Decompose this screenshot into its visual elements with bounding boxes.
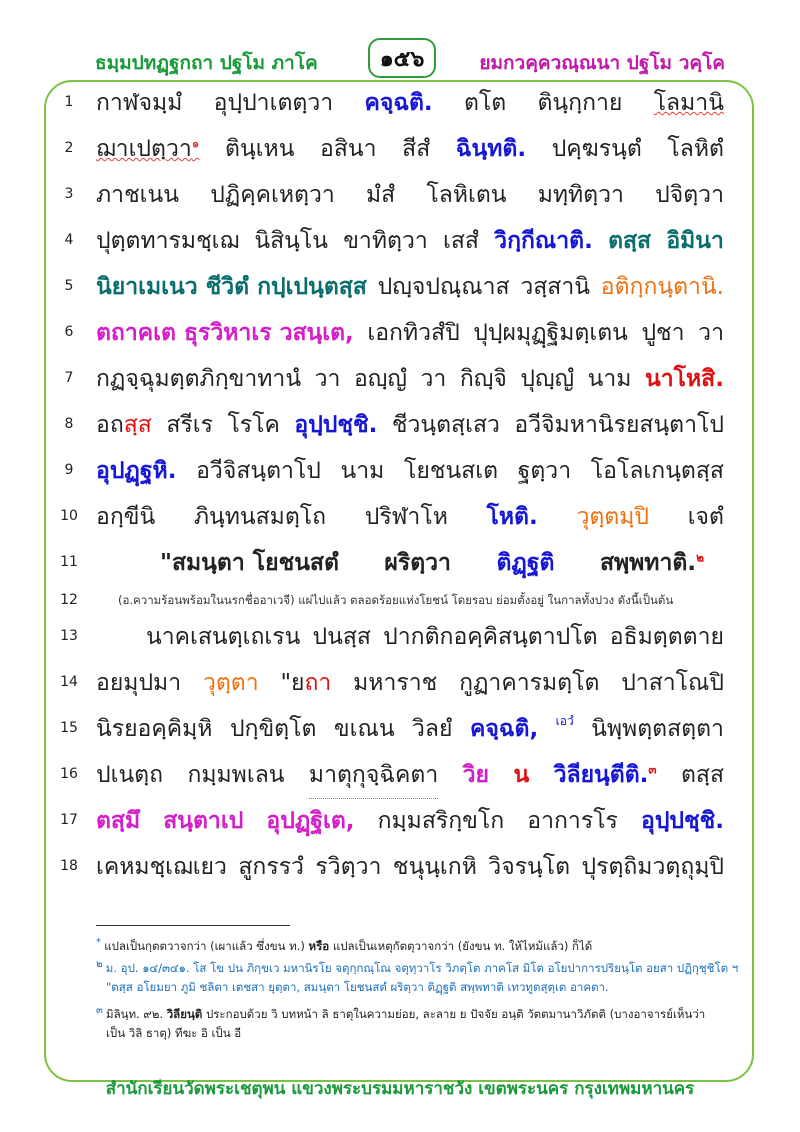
footer-institution: สำนักเรียนวัดพระเชตุพน แขวงพระบรมมหาราชวัง เขตพระนคร กรุงเทพมหานคร xyxy=(105,1079,695,1099)
word: ปุญฺญํ xyxy=(520,366,575,392)
word: ผริตฺวา xyxy=(384,550,451,576)
word: นาม xyxy=(340,458,385,484)
word: ฐตฺวา xyxy=(517,458,572,484)
line-number: 9 xyxy=(64,462,74,478)
word: วิย xyxy=(462,762,490,788)
text-line xyxy=(0,448,800,494)
word: ปนสฺส xyxy=(312,624,371,650)
word: กฏจฺฉุมตฺตภิกฺขาทานํ xyxy=(96,366,302,392)
line-text xyxy=(160,540,704,586)
word-part-highlight: สฺส xyxy=(123,412,152,438)
line-text xyxy=(96,798,724,844)
text-line xyxy=(0,80,800,126)
line-text xyxy=(96,264,724,310)
line-text xyxy=(96,310,724,356)
word: ตโต xyxy=(463,90,507,116)
line-text xyxy=(96,218,724,264)
word: ปุรตฺถิมวตฺถุมฺปิ xyxy=(581,854,724,880)
text-line xyxy=(0,798,800,844)
text-line xyxy=(0,844,800,890)
word: สนฺตาเป xyxy=(163,808,244,834)
word: คจฺฉติ. xyxy=(364,90,433,116)
line-number: 3 xyxy=(64,186,74,202)
word: สพฺพทาติ.$^๒$ xyxy=(599,550,704,576)
line-number: 16 xyxy=(60,766,78,782)
word: ขเณน xyxy=(333,716,395,742)
word: รวิตฺวา xyxy=(315,854,382,880)
word: สีสํ xyxy=(402,136,431,162)
word: มํสํ xyxy=(365,182,396,208)
footnote-marker: ๓ xyxy=(648,762,657,777)
footnote-bold: วิลียนฺติ xyxy=(166,1006,203,1021)
line-text xyxy=(96,126,724,172)
text-line xyxy=(0,752,800,798)
word-part-highlight: ถา xyxy=(304,670,332,696)
word: โลหิตํ xyxy=(667,136,724,162)
word: วา xyxy=(314,366,341,392)
footnote xyxy=(106,976,609,998)
footnote-text: แปลเป็นเหตุกัตตุวาจกว่า (ยังขน ท. ให้ไหม้แล้ว) ก็ได้ xyxy=(329,938,593,953)
word: อวีจิสนฺตาโป xyxy=(196,458,321,484)
word: อยมุปมา xyxy=(96,670,182,696)
line-text xyxy=(96,494,724,540)
line-number: 7 xyxy=(64,370,74,386)
line-number: 5 xyxy=(64,278,74,294)
word: กมฺมพเลน xyxy=(187,762,285,788)
word: อญฺญํ xyxy=(353,366,407,392)
footnote-text: มิลินฺท. ๙๒. xyxy=(106,1006,167,1021)
footnote-mark: ๒ xyxy=(96,959,106,970)
word: อุปฏฺฐิเต, xyxy=(266,808,355,834)
line-number: 14 xyxy=(60,674,78,690)
word: วิจรนฺโต xyxy=(488,854,571,880)
word: อุปฺปาเตตฺวา xyxy=(213,90,334,116)
line-number: 8 xyxy=(64,416,74,432)
footnote-text: ม. อุป. ๑๔/๓๔๑. โส โข ปน ภิกฺขเว มหานิรโย จตุกฺกณฺโณ จตุทฺวาโร วิภตฺโต ภาคโส มิโต อโยปาการปริยนฺโต อยสา ปฏิกุชฺชิโต ฯ xyxy=(105,960,739,975)
line-text xyxy=(96,448,724,494)
word: วิลียนฺตีติ.$^๓$ xyxy=(553,762,657,788)
word: กิญฺจิ xyxy=(459,366,507,392)
word: วา xyxy=(420,366,447,392)
word: อวีจิมหานิรยสนฺตาโป xyxy=(514,412,724,438)
footnote-text: เป็น วิลิ ธาตุ) ทีฆะ อิ เป็น อี xyxy=(106,1026,242,1040)
footnote-text: แปลเป็นกฺตตวาจกว่า (เผาแล้ว ซึ่งขน ท.) xyxy=(104,938,309,953)
word: ปริฬาโห xyxy=(364,504,448,530)
word: โยชนสเต xyxy=(404,458,499,484)
line-text xyxy=(96,356,724,402)
line-text xyxy=(96,844,724,890)
text-line xyxy=(0,660,800,706)
line-number: 10 xyxy=(60,508,78,524)
word xyxy=(280,660,331,706)
page-number: ๑๕๖ xyxy=(379,46,425,72)
word: อุปฏฺฐหิ. xyxy=(96,458,177,484)
word: ปูชา xyxy=(641,320,685,346)
word: สูกรรวํ xyxy=(238,854,304,880)
word: มหาราช xyxy=(353,670,438,696)
word: นาคเสนตฺเถเรน xyxy=(146,624,301,650)
text-line xyxy=(0,494,800,540)
word: นาโหสิ. xyxy=(645,366,724,392)
word: มาตุกุจฺฉิคตา xyxy=(309,752,438,799)
footnote-marker: ๑ xyxy=(191,136,200,151)
word: อสินา xyxy=(320,136,377,162)
text-line xyxy=(0,310,800,356)
text-line xyxy=(0,126,800,172)
line-number: 4 xyxy=(64,232,74,248)
word xyxy=(96,402,152,448)
text-line xyxy=(0,706,800,752)
word: โลหิเตน xyxy=(426,182,507,208)
text-line xyxy=(0,402,800,448)
word: โลมานิ xyxy=(653,90,724,116)
word: ปกฺขิตฺโต xyxy=(229,716,317,742)
line-number: 13 xyxy=(60,628,78,644)
word: มทฺทิตฺวา xyxy=(537,182,624,208)
word: โรโค xyxy=(227,412,280,438)
word: อาการโร xyxy=(527,808,618,834)
word: ปคฺฆรนฺตํ xyxy=(551,136,642,162)
word: นิสินฺโน xyxy=(254,228,328,254)
page-number-box xyxy=(368,38,436,78)
word: ติฏฺฐติ xyxy=(496,550,555,576)
text-line xyxy=(0,540,800,586)
translation-note: (อ.ความร้อนพร้อมในนรกชื่ออาเวจี) แผ่ไปแล้ว ตลอดร้อยแห่งโยชน์ โดยรอบ ย่อมตั้งอยู่ ในกาลทั้งปวง ดังนี้เป็นต้น xyxy=(118,593,674,607)
word: อุปฺปชฺชิ. xyxy=(641,808,724,834)
word: โอโลเกนฺตสฺส xyxy=(590,458,724,484)
word: ชนุนฺเกหิ xyxy=(392,854,477,880)
word: ปุตฺตทารมชฺเฌ xyxy=(96,228,240,254)
line-text xyxy=(96,80,724,126)
word: ปาสาโณปิ xyxy=(621,670,724,696)
word: ตสฺส xyxy=(680,762,724,788)
word: สรีเร xyxy=(166,412,213,438)
line-text xyxy=(96,172,724,218)
text-line xyxy=(0,172,800,218)
word: ตินฺกฺกาย xyxy=(537,90,623,116)
text-line xyxy=(0,356,800,402)
footnote-text: ประกอบด้วย วิ บทหน้า ลิ ธาตุในความย่อย, ละลาย ย ปัจจัย อนฺติ วัตตมานาวิภัตติ (บางอาจารย์เห็นว่า xyxy=(202,1006,706,1021)
line-number: 15 xyxy=(60,720,78,736)
word: กมฺมสริกฺขโก xyxy=(377,808,505,834)
word: ตสฺมึ xyxy=(96,808,141,834)
word: เอวํ xyxy=(555,714,574,728)
word: ปุปฺผมุฏฺฐิมตฺเตน xyxy=(473,320,628,346)
line-number: 6 xyxy=(64,324,74,340)
word: อติกฺกนฺตานิ. xyxy=(600,274,724,300)
word: วุตฺตา xyxy=(202,670,259,696)
word: เคหมชฺเฌเยว xyxy=(96,854,227,880)
text-line xyxy=(0,218,800,264)
line-text xyxy=(96,660,724,706)
word: โหติ. xyxy=(486,504,538,530)
footnote-rule xyxy=(96,925,290,926)
word: นิพฺพตฺตสตฺตา xyxy=(591,716,724,742)
line-number: 17 xyxy=(60,812,78,828)
word: วสฺสานิ xyxy=(520,274,590,300)
word: เจตํ xyxy=(687,504,724,530)
word: น xyxy=(513,762,530,788)
word: เสสํ xyxy=(443,228,479,254)
word: อุปฺปชฺชิ. xyxy=(294,412,378,438)
footnote-mark: * xyxy=(96,937,105,948)
line-text xyxy=(96,706,724,752)
word: นิยาเมเนว ชีวิตํ กปฺเปนฺตสฺส xyxy=(96,274,367,300)
word: ตินฺเหน xyxy=(225,136,295,162)
line-number: 2 xyxy=(64,140,74,156)
word: กูฏาคารมตฺโต xyxy=(459,670,600,696)
line-number: 18 xyxy=(60,858,78,874)
footnote-mark: ๓ xyxy=(96,1005,107,1016)
word: ฉินฺทติ. xyxy=(455,136,527,162)
word: ตสฺส xyxy=(608,228,652,254)
word: ปฏิคฺคเหตฺวา xyxy=(210,182,335,208)
word: วุตฺตมฺปิ xyxy=(576,504,649,530)
footnote xyxy=(106,1022,241,1044)
word: ปจิตฺวา xyxy=(655,182,724,208)
word: คจฺฉติ, xyxy=(469,716,539,742)
footnote-bold: หรือ xyxy=(308,938,330,953)
word: ปญฺจปณฺณาส xyxy=(377,274,510,300)
word-part: "ย xyxy=(280,670,305,696)
word: อกฺขีนิ xyxy=(96,504,156,530)
header-left-title: ธมฺมปทฏฺฐกถา ปฐโม ภาโค xyxy=(95,52,318,74)
word: วา xyxy=(698,320,724,346)
word: ตถาคเต ธุรวิหาเร วสนฺเต, xyxy=(96,320,354,346)
word: อิมินา xyxy=(666,228,724,254)
footnote-marker: ๒ xyxy=(696,550,704,565)
text-line xyxy=(0,264,800,310)
word: ภินฺทนสมตฺโถ xyxy=(193,504,327,530)
word: อธิมตฺตตาย xyxy=(609,624,724,650)
word: นาม xyxy=(587,366,632,392)
line-text xyxy=(96,402,724,448)
word: เอกทิวสํปิ xyxy=(367,320,460,346)
word-part: อถ xyxy=(96,412,124,438)
line-number: 12 xyxy=(60,592,78,608)
word: ปเนตฺถ xyxy=(96,762,164,788)
word: "สมนฺตา โยชนสตํ xyxy=(160,550,339,576)
word: ปากติกอคฺคิสนฺตาปโต xyxy=(383,624,598,650)
word: ขาทิตฺวา xyxy=(343,228,428,254)
header-right-title: ยมกวคฺควณฺณนา ปฐโม วคฺโค xyxy=(479,52,725,74)
word: ภาชเนน xyxy=(96,182,179,208)
footnote-text: "ตสฺส อโยมยา ภูมิ ชลิตา เตชสา ยุตฺตา, สมนฺตา โยชนสตํ ผริตฺวา ติฏฺฐติ สพฺพทาติ เทวทูตสุตฺเต อาคตา. xyxy=(106,980,609,994)
word: กาฬจมฺมํ xyxy=(96,90,183,116)
text-line xyxy=(0,614,800,660)
line-text xyxy=(96,752,724,799)
word: ชีวนฺตสฺเสว xyxy=(391,412,500,438)
word: วิกฺกีณาติ. xyxy=(494,228,593,254)
line-number: 1 xyxy=(64,94,74,110)
line-number: 11 xyxy=(60,554,78,570)
line-text xyxy=(146,614,724,660)
word: ฌาเปตฺวา$^๑$ xyxy=(96,136,200,162)
word: วิลยํ xyxy=(412,716,453,742)
word: นิรยอคฺคิมฺหิ xyxy=(96,716,213,742)
